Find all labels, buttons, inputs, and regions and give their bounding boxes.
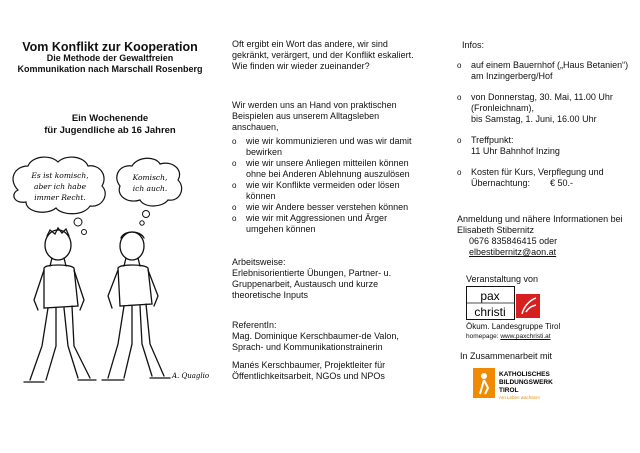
speaker-line: Öffentlichkeitsarbeit, NGOs und NPOs <box>232 371 385 381</box>
method-section <box>232 257 427 301</box>
speaker-label: ReferentIn: <box>232 320 277 330</box>
info-list <box>457 60 632 189</box>
flyer-title: Vom Konflikt zur Kooperation <box>22 40 198 54</box>
list-item-line: o wie wir Konflikte vermeiden oder lösen <box>246 180 400 190</box>
list-item-line: bis Samstag, 1. Juni, 16.00 Uhr <box>471 114 597 124</box>
list-item-line: bewirken <box>246 147 283 157</box>
pax-logo-word: pax <box>480 289 500 303</box>
pax-logo-red-square <box>516 294 540 318</box>
list-item-line: können <box>246 191 276 201</box>
list-item <box>457 60 632 82</box>
list-item-line: o Treffpunkt: <box>471 135 514 145</box>
pax-christi-logo <box>466 286 544 320</box>
event-line: Ein Wochenende <box>71 113 149 124</box>
flyer-subtitle <box>0 53 220 74</box>
bubble-left-text: immer Recht. <box>34 193 86 202</box>
intro-line: gekränkt, verärgert, und der Konflikt eskaliert. <box>232 50 414 60</box>
bubble-left-text: Es ist komisch, <box>31 171 89 180</box>
contact-line: Elisabeth Stibernitz <box>457 225 535 235</box>
list-item <box>457 167 632 189</box>
contact-line: 0676 835846415 oder <box>469 236 558 246</box>
contact-email-link[interactable]: elbestibernitz@aon.at <box>469 247 557 257</box>
pax-info <box>466 322 560 342</box>
pax-logo-word: christi <box>474 305 506 319</box>
method-line: theoretische Inputs <box>232 290 309 300</box>
kbw-logo-slogan: Am Leben wachsen! <box>499 395 540 400</box>
list-item <box>232 202 427 213</box>
coop-label: In Zusammenarbeit mit <box>460 351 553 361</box>
list-item-line: Übernachtung: € 50.- <box>471 178 574 188</box>
bubble-left-text: aber ich habe <box>33 182 87 191</box>
figure-left <box>24 228 96 382</box>
contact-line: Anmeldung und nähere Informationen bei <box>457 214 623 224</box>
list-item <box>457 135 632 157</box>
list-item-line: o Kosten für Kurs, Verpflegung und <box>471 167 604 177</box>
organizer-label: Veranstaltung von <box>466 274 539 284</box>
speaker-line: Mag. Dominique Kerschbaumer-de Valon, <box>232 331 399 341</box>
info-label: Infos: <box>462 40 485 50</box>
list-item-line: (Fronleichnam), <box>471 103 535 113</box>
kbw-logo <box>473 366 613 400</box>
bubble-right-text: Komisch, <box>132 173 168 182</box>
event-line: für Jugendliche ab 16 Jahren <box>44 125 176 136</box>
speaker-line: Sprach- und Kommunikationstrainerin <box>232 342 383 352</box>
list-item-line: o wie wir Andere besser verstehen können <box>246 202 409 212</box>
method-label: Arbeitsweise: <box>232 257 286 267</box>
plan-line: Beispielen aus unserem Alltagsleben <box>232 111 380 121</box>
event-heading <box>0 113 220 137</box>
pax-homepage-link[interactable]: www.paxchristi.at <box>500 333 551 340</box>
list-item-line: umgehen können <box>246 224 316 234</box>
figure-right <box>102 232 170 380</box>
artist-signature: A. Quaglio <box>172 372 210 380</box>
list-item <box>457 92 632 125</box>
intro-line: Wie finden wir wieder zueinander? <box>232 61 370 71</box>
pax-homepage-label: homepage: <box>466 333 499 340</box>
kbw-logo-text: BILDUNGSWERK <box>499 379 553 386</box>
speaker-section <box>232 320 427 382</box>
list-item-line: o von Donnerstag, 30. Mai, 11.00 Uhr <box>471 92 613 102</box>
plan-text <box>232 100 427 133</box>
list-item-line: ohne bei Anderen Ablehnung auszulösen <box>246 169 410 179</box>
list-item <box>232 213 427 235</box>
kbw-logo-text: TIROL <box>499 387 519 394</box>
list-item <box>232 158 427 180</box>
pax-group: Ökum. Landesgruppe Tirol <box>466 322 561 331</box>
bubble-right-text: ich auch. <box>132 184 168 193</box>
subtitle-line: Die Methode der Gewaltfreien <box>46 53 174 63</box>
kbw-logo-text: KATHOLISCHES <box>499 371 550 378</box>
thought-bubble-right <box>117 158 182 225</box>
subtitle-line: Kommunikation nach Marschall Rosenberg <box>17 63 203 74</box>
list-item-line: o wie wir unsere Anliegen mitteilen können <box>246 158 409 168</box>
plan-line: anschauen, <box>232 122 279 132</box>
cartoon-illustration <box>0 150 225 390</box>
intro-line: Oft ergibt ein Wort das andere, wir sind <box>232 39 388 49</box>
list-item-line: 11 Uhr Bahnhof Inzing <box>471 146 560 156</box>
intro-text <box>232 39 427 72</box>
list-item <box>232 136 427 158</box>
goals-list <box>232 136 427 235</box>
method-line: Erlebnisorientierte Übungen, Partner- u. <box>232 268 392 278</box>
list-item-line: o wie wir mit Aggressionen und Ärger <box>246 213 388 223</box>
list-item-line: o auf einem Bauernhof („Haus Betanien“) <box>471 60 629 70</box>
list-item-line: o wie wir kommunizieren und was wir damit <box>246 136 412 146</box>
list-item-line: am Inzingerberg/Hof <box>471 71 553 81</box>
speaker-line: Manés Kerschbaumer, Projektleiter für <box>232 360 386 370</box>
list-item <box>232 180 427 202</box>
contact-section <box>457 214 632 258</box>
plan-line: Wir werden uns an Hand von praktischen <box>232 100 397 110</box>
thought-bubble-left <box>13 157 105 234</box>
method-line: Gruppenarbeit, Austausch und kurze <box>232 279 379 289</box>
